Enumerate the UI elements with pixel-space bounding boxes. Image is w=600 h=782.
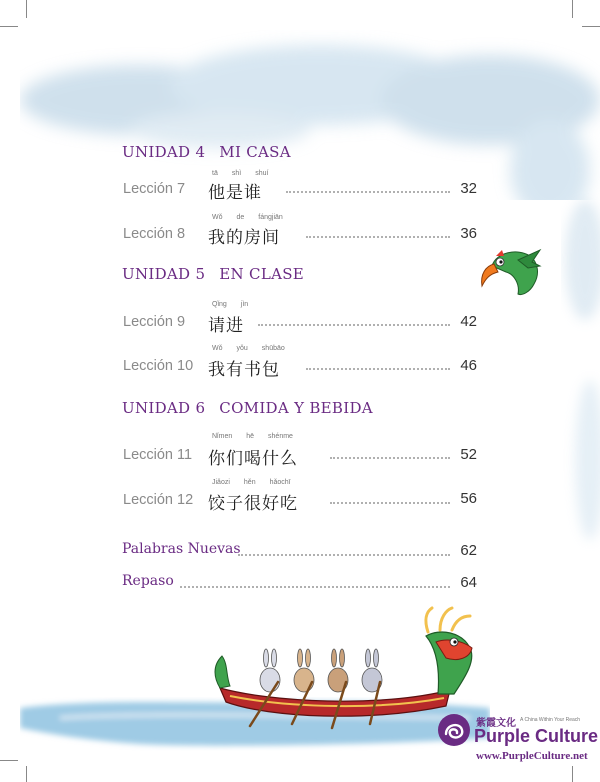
dot-leader [330,502,450,504]
dot-leader [180,586,450,588]
lesson-12-title[interactable]: 饺子很好吃 [208,494,298,514]
crop-mark-bottom-left [0,760,18,761]
lesson-8-title[interactable]: 我的房间 [208,228,280,248]
watercolor-sky-decoration [20,30,600,200]
parrot-illustration [478,244,542,300]
lesson-8-page[interactable]: 36 [460,225,477,242]
palabras-nuevas-label[interactable]: Palabras Nuevas [122,541,241,557]
lesson-10-page[interactable]: 46 [460,357,477,374]
crop-mark-top-right-v [572,0,573,18]
unit-number: UNIDAD 5 [122,265,206,283]
lesson-12-label[interactable]: Lección 12 [123,492,194,508]
unit-name: MI CASA [219,143,291,161]
lesson-9-page[interactable]: 42 [460,313,477,330]
watermark-chinese-name: 紫霞文化 [476,718,516,729]
purple-culture-logo-icon [436,712,472,748]
lesson-12-page[interactable]: 56 [460,490,477,507]
lesson-7-label[interactable]: Lección 7 [123,181,186,197]
crop-mark-bottom-right-v [572,766,573,782]
lesson-10-pinyin: Wǒ yǒu shūbāo [212,345,285,352]
lesson-10-title[interactable]: 我有书包 [208,360,280,380]
dot-leader [286,191,450,193]
lesson-7-page[interactable]: 32 [460,180,477,197]
dot-leader [330,457,450,459]
lesson-7-pinyin: tā shì shuí [212,170,269,177]
palabras-nuevas-page[interactable]: 62 [460,542,477,559]
unit-5-heading [122,265,304,283]
lesson-9-title[interactable]: 请进 [208,316,244,336]
lesson-10-label[interactable]: Lección 10 [123,358,194,374]
watermark-tagline: A China Within Your Reach [520,717,581,723]
unit-4-heading [122,143,291,161]
unit-number: UNIDAD 6 [122,399,206,417]
repaso-page[interactable]: 64 [460,574,477,591]
lesson-9-label[interactable]: Lección 9 [123,314,186,330]
watermark-url[interactable]: www.PurpleCulture.net [476,750,588,762]
dot-leader [258,324,450,326]
dot-leader [306,368,450,370]
lesson-7-title[interactable]: 他是谁 [208,183,262,203]
unit-number: UNIDAD 4 [122,143,206,161]
unit-name: EN CLASE [219,265,305,283]
crop-mark-top-right [582,26,600,27]
unit-6-heading [122,399,373,417]
crop-mark-bottom-left-v [26,766,27,782]
dot-leader [306,236,450,238]
lesson-8-pinyin: Wǒ de fángjiān [212,214,283,221]
dot-leader [238,554,450,556]
lesson-12-pinyin: Jiǎozi hěn hǎochī [212,479,291,486]
lesson-11-label[interactable]: Lección 11 [123,447,193,463]
lesson-11-title[interactable]: 你们喝什么 [208,449,298,469]
watercolor-side-decoration [540,180,600,650]
lesson-11-pinyin: Nǐmen hē shénme [212,433,293,440]
crop-mark-top-left-v [26,0,27,18]
repaso-label[interactable]: Repaso [122,573,174,589]
lesson-11-page[interactable]: 52 [460,446,477,463]
crop-mark-top-left [0,26,18,27]
lesson-9-pinyin: Qǐng jìn [212,301,249,308]
watermark-brand-name: Purple Culture [474,726,599,746]
unit-name: COMIDA Y BEBIDA [219,399,373,417]
lesson-8-label[interactable]: Lección 8 [123,226,186,242]
